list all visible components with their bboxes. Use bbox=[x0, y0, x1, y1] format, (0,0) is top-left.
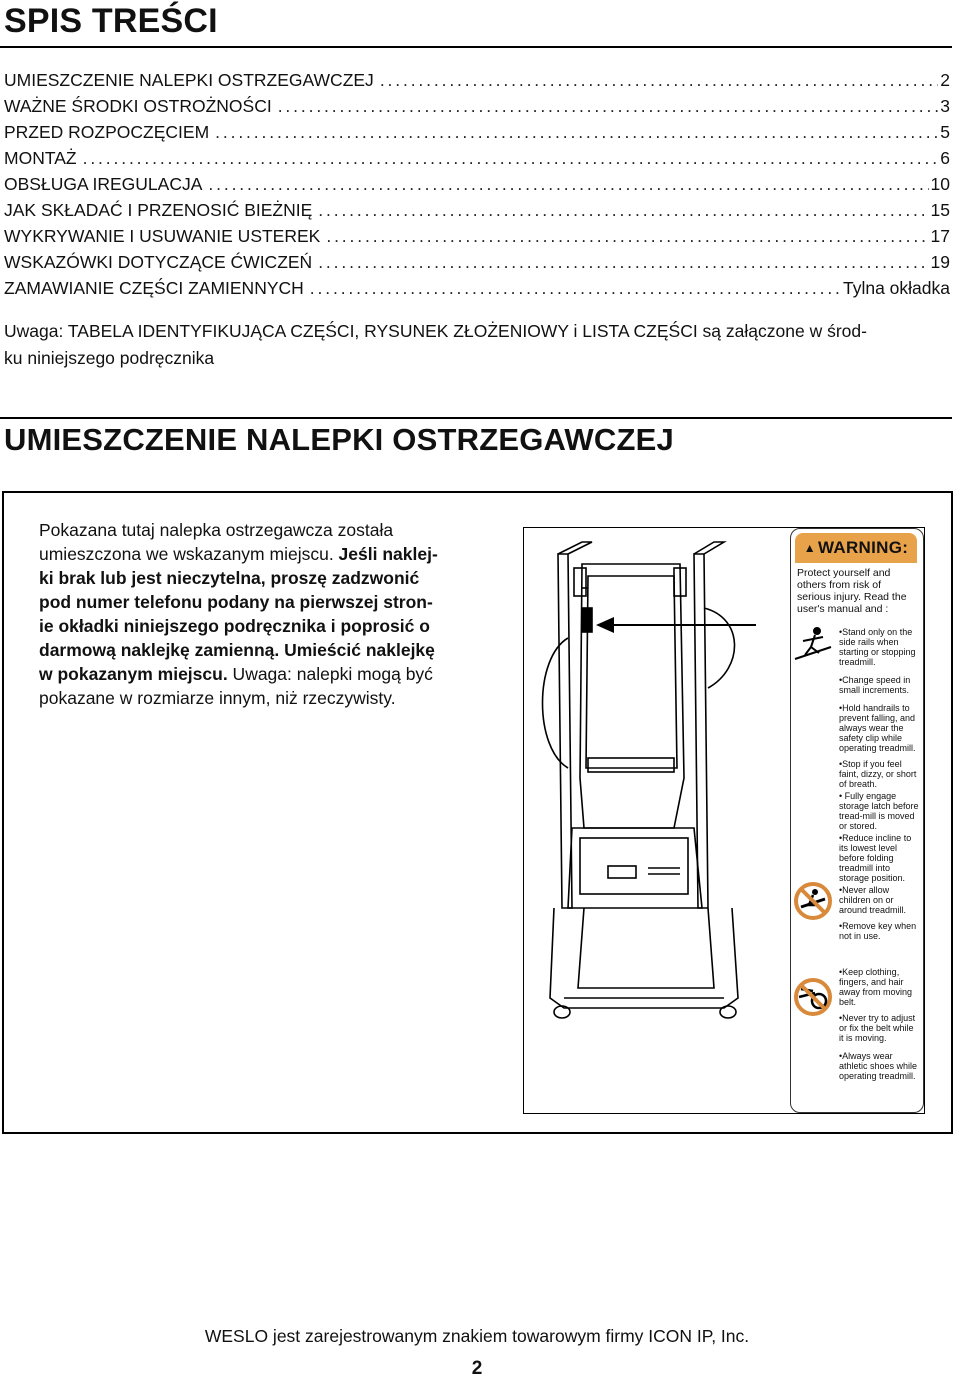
toc-note bbox=[4, 318, 950, 372]
toc-entry[interactable] bbox=[4, 148, 950, 174]
warning-label-header bbox=[795, 533, 917, 563]
warning-item: •Remove key when not in use. bbox=[839, 921, 917, 941]
warning-intro: Protect yourself and others from risk of serious injury. Read the user's manual and : bbox=[797, 567, 907, 615]
toc-entry-label: MONTAŻ bbox=[4, 148, 77, 168]
warning-triangle-icon: ▲ bbox=[803, 541, 816, 555]
toc-leader-dots bbox=[380, 70, 938, 91]
trademark-note: WESLO jest zarejestrowanym znakiem towarowym firmy ICON IP, Inc. bbox=[204, 1326, 750, 1346]
desc-line bbox=[39, 662, 479, 686]
warning-item: •Never try to adjust or fix the belt while it is moving. bbox=[839, 1013, 916, 1043]
desc-line bbox=[39, 566, 479, 590]
treadmill-drawing bbox=[524, 528, 786, 1113]
desc-text: umieszczona we wskazanym miejscu. bbox=[39, 544, 339, 564]
toc-entry-page: 6 bbox=[940, 148, 950, 168]
toc-entry-page: Tylna okładka bbox=[842, 278, 950, 298]
toc-entry-page: 19 bbox=[930, 252, 950, 272]
warning-item: •Never allow children on or around treadmill. bbox=[839, 885, 907, 915]
warning-item: •Reduce incline to its lowest level before folding treadmill into storage position. bbox=[839, 833, 912, 883]
desc-bold-text: ki brak lub jest nieczytelna, proszę zadzwonić bbox=[39, 568, 420, 588]
toc-entry[interactable] bbox=[4, 70, 950, 96]
desc-line bbox=[39, 542, 479, 566]
toc-entry-label: WSKAZÓWKI DOTYCZĄCE ĆWICZEŃ bbox=[4, 252, 313, 272]
label-description bbox=[39, 518, 479, 710]
page-title: SPIS TREŚCI bbox=[4, 2, 218, 40]
toc-leader-dots bbox=[83, 148, 939, 169]
toc-leader-dots bbox=[278, 96, 939, 117]
toc-entry[interactable] bbox=[4, 226, 950, 252]
toc-entry-page: 2 bbox=[940, 70, 950, 90]
toc-entry-label: ZAMAWIANIE CZĘŚCI ZAMIENNYCH bbox=[4, 278, 304, 298]
warning-label-card bbox=[790, 528, 924, 1113]
warning-item: •Keep clothing, fingers, and hair away from moving belt. bbox=[839, 967, 913, 1007]
desc-text: Uwaga: nalepki mogą być bbox=[227, 664, 433, 684]
toc-entry-page: 17 bbox=[930, 226, 950, 246]
toc-entry[interactable] bbox=[4, 122, 950, 148]
desc-line bbox=[39, 638, 479, 662]
toc-entry-label: WYKRYWANIE I USUWANIE USTEREK bbox=[4, 226, 321, 246]
warning-item: •Stand only on the side rails when starting or stopping treadmill. bbox=[839, 627, 916, 667]
warning-item: •Stop if you feel faint, dizzy, or short of breath. bbox=[839, 759, 917, 789]
desc-bold-text: Jeśli naklej- bbox=[338, 544, 438, 564]
toc-entry-label: PRZED ROZPOCZĘCIEM bbox=[4, 122, 210, 142]
warning-item: •Always wear athletic shoes while operating treadmill. bbox=[839, 1051, 918, 1081]
toc-entry[interactable] bbox=[4, 174, 950, 200]
toc-note-line: Uwaga: TABELA IDENTYFIKUJĄCA CZĘŚCI, RYSUNEK ZŁOŻENIOWY i LISTA CZĘŚCI są załączone w środ- bbox=[4, 321, 867, 341]
warning-item: • Fully engage storage latch before tread-mill is moved or stored. bbox=[839, 791, 919, 831]
table-of-contents bbox=[4, 70, 950, 304]
desc-bold-text: darmową naklejkę zamienną. Umieścić naklejkę bbox=[39, 640, 435, 660]
toc-entry-page: 5 bbox=[940, 122, 950, 142]
desc-line bbox=[39, 590, 479, 614]
toc-entry-label: WAŻNE ŚRODKI OSTROŻNOŚCI bbox=[4, 96, 272, 116]
toc-entry-label: OBSŁUGA IREGULACJA bbox=[4, 174, 203, 194]
page-number: 2 bbox=[471, 1358, 483, 1379]
toc-leader-dots bbox=[215, 122, 938, 143]
desc-bold-text: ie okładki niniejszego podręcznika i poprosić o bbox=[39, 616, 430, 636]
toc-leader-dots bbox=[318, 252, 928, 273]
desc-bold-text: pod numer telefonu podany na pierwszej stron- bbox=[39, 592, 433, 612]
warning-item: •Hold handrails to prevent falling, and always wear the safety clip while operating treadmill. bbox=[839, 703, 916, 753]
toc-leader-dots bbox=[326, 226, 928, 247]
toc-entry[interactable] bbox=[4, 200, 950, 226]
moving-belt-hazard-icon bbox=[793, 977, 833, 1017]
warning-item: •Change speed in small increments. bbox=[839, 675, 911, 695]
toc-entry[interactable] bbox=[4, 252, 950, 278]
desc-bold-text: w pokazanym miejscu. bbox=[39, 664, 228, 684]
side-rails-pictogram-icon bbox=[793, 625, 833, 665]
section-divider bbox=[0, 417, 952, 419]
desc-line bbox=[39, 614, 479, 638]
toc-entry-label: UMIESZCZENIE NALEPKI OSTRZEGAWCZEJ bbox=[4, 70, 374, 90]
no-children-pictogram-icon bbox=[793, 881, 833, 921]
desc-line: Pokazana tutaj nalepka ostrzegawcza została bbox=[39, 520, 394, 540]
toc-note-line: ku niniejszego podręcznika bbox=[4, 348, 215, 368]
desc-line: pokazane w rozmiarze innym, niż rzeczywisty. bbox=[39, 688, 396, 708]
toc-entry[interactable] bbox=[4, 278, 950, 304]
toc-entry-page: 15 bbox=[930, 200, 950, 220]
toc-entry-page: 3 bbox=[940, 96, 950, 116]
toc-leader-dots bbox=[318, 200, 928, 221]
toc-leader-dots bbox=[208, 174, 928, 195]
warning-label-frame bbox=[2, 491, 953, 1134]
label-illustration bbox=[523, 527, 925, 1114]
toc-entry[interactable] bbox=[4, 96, 950, 122]
toc-entry-label: JAK SKŁADAĆ I PRZENOSIĆ BIEŻNIĘ bbox=[4, 200, 313, 220]
toc-leader-dots bbox=[310, 278, 841, 299]
warning-heading: WARNING: bbox=[817, 538, 909, 557]
toc-entry-page: 10 bbox=[930, 174, 950, 194]
section-title: UMIESZCZENIE NALEPKI OSTRZEGAWCZEJ bbox=[4, 422, 674, 457]
